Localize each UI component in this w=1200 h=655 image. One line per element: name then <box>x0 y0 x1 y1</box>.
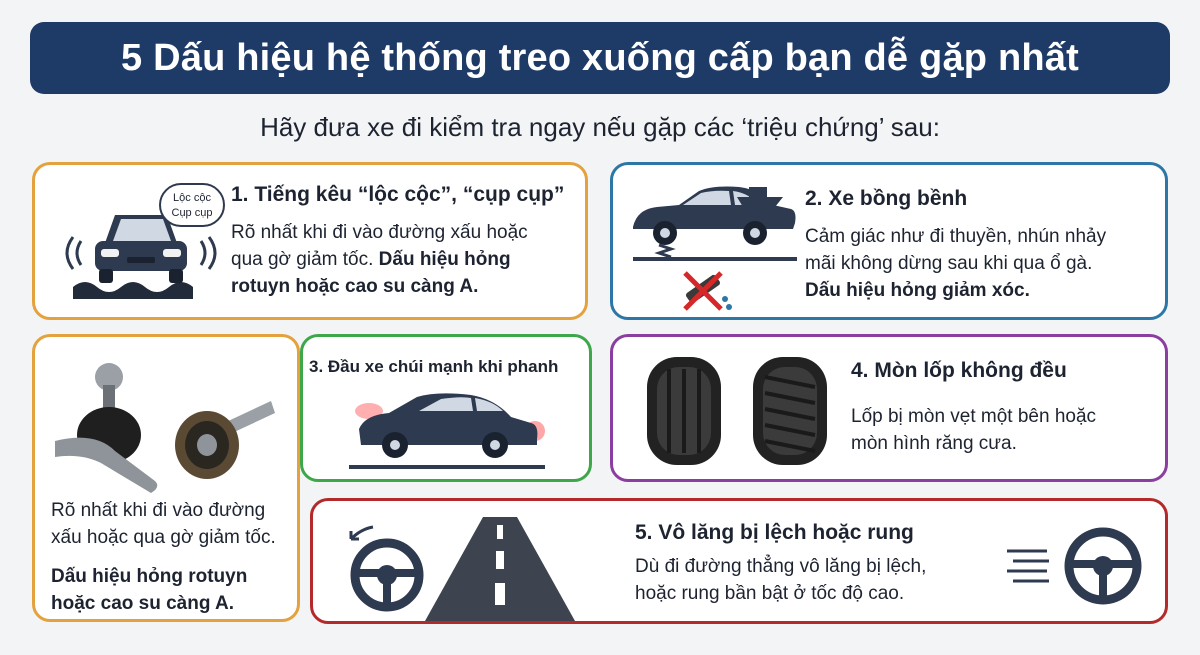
page-subtitle: Hãy đưa xe đi kiểm tra ngay nếu gặp các ‘triệu chứng’ sau: <box>260 112 940 142</box>
card5-line1: Rõ nhất khi đi vào đường <box>51 500 266 521</box>
card2-desc <box>805 223 1165 304</box>
bubble-text-2: Cụp cụp <box>171 207 213 219</box>
card1-line2 <box>231 246 581 273</box>
card6-desc <box>635 553 995 607</box>
card5-line2: xấu hoặc qua gờ giảm tốc. <box>51 527 276 548</box>
bubble-text-1: Lộc cộc <box>173 192 211 204</box>
card-ball-joint <box>32 334 300 622</box>
speech-bubble-icon <box>159 183 225 227</box>
card1-desc <box>231 219 581 300</box>
card5-bold1-text: Dấu hiệu hỏng rotuyn <box>51 566 248 587</box>
card1-line2-plain: qua gờ giảm tốc. <box>231 249 379 270</box>
card5-desc <box>51 497 291 617</box>
card1-line1: Rõ nhất khi đi vào đường xấu hoặc <box>231 222 528 243</box>
vibrating-wheel-icon <box>1005 521 1155 611</box>
broken-shock-icon <box>677 265 733 315</box>
card3-title: 3. Đầu xe chúi mạnh khi phanh <box>309 357 559 376</box>
card-floating <box>610 162 1168 320</box>
card-steering <box>310 498 1168 624</box>
card-tire-wear <box>610 334 1168 482</box>
card-noise <box>32 162 588 320</box>
card2-line2: mãi không dừng sau khi qua ổ gà. <box>805 253 1093 274</box>
ball-joint-icon <box>53 355 181 495</box>
steering-wheel-icon <box>343 523 425 613</box>
bushing-icon <box>171 389 275 489</box>
card6-title: 5. Vô lăng bị lệch hoặc rung <box>635 521 914 544</box>
boat-icon <box>733 179 789 213</box>
card2-line3 <box>805 277 1165 304</box>
page-title: 5 Dấu hiệu hệ thống treo xuống cấp bạn dễ gặp nhất <box>121 36 1079 79</box>
card2-line1: Cảm giác như đi thuyền, nhún nhảy <box>805 226 1107 247</box>
card5-bold1 <box>51 563 291 590</box>
card4-title: 4. Mòn lốp không đều <box>851 359 1067 382</box>
card1-line3 <box>231 273 581 300</box>
card6-line2: hoặc rung bần bật ở tốc độ cao. <box>635 583 905 604</box>
card1-line2-bold: Dấu hiệu hỏng <box>378 249 511 270</box>
card1-line3-bold: rotuyn hoặc cao su càng A. <box>231 276 479 297</box>
road-icon <box>425 517 575 621</box>
card2-line3-bold: Dấu hiệu hỏng giảm xóc. <box>805 280 1030 301</box>
title-banner <box>30 22 1170 94</box>
card4-desc <box>851 403 1161 457</box>
card2-title: 2. Xe bồng bềnh <box>805 187 968 210</box>
tire-uneven-icon <box>643 355 725 467</box>
card6-line1: Dù đi đường thẳng vô lăng bị lệch, <box>635 556 927 577</box>
card1-title: 1. Tiếng kêu “lộc cộc”, “cụp cụp” <box>231 183 565 206</box>
card5-bold2 <box>51 590 291 617</box>
card4-line2: mòn hình răng cưa. <box>851 433 1017 454</box>
tire-sawtooth-icon <box>749 355 831 467</box>
braking-car-icon <box>349 391 545 471</box>
card5-bold2-text: hoặc cao su càng A. <box>51 593 235 614</box>
card4-line1: Lốp bị mòn vẹt một bên hoặc <box>851 406 1097 427</box>
card-braking <box>300 334 592 482</box>
